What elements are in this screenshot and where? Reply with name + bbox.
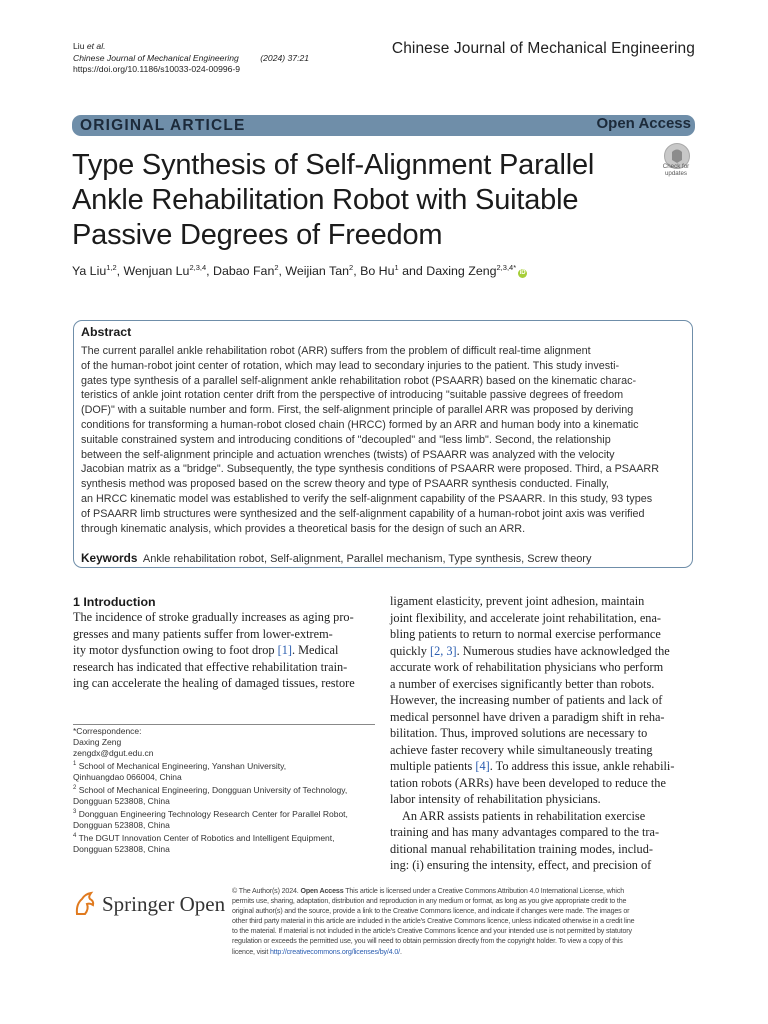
author-list: Ya Liu$^{1,2}$, Wenjuan Lu$^{2,3,4}$, Dabao Fan$^2$, Weijian Tan$^2$, Bo Hu$^1$ and Daxing Zeng$^{2,3,4*}$iD [72,263,526,279]
license-link[interactable]: http://creativecommons.org/licenses/by/4.0/ [269,947,400,956]
body-column-right: ligament elasticity, prevent joint adhesion, maintain joint flexibility, and accelerate joint rehabilitation, ena- bling patients to return to normal exercise performance quickly [2, 3]. Numerous studies have acknowledged the accurate work of rehabilitation physicians who perform a number of exercises significantly better than robots. However, the increasing number of patients and lack of medical personnel have driven a paradigm shift in reha- bilitation. Thus, improved solutions are necessary to achieve faster recovery while simultaneously treating multiple patients [4]. To address this issue, ankle rehabili- tation robots (ARRs) have been developed to reduce the labor intensity of rehabilitation physicians. An ARR assists patients in rehabilitation exercise training and has many advantages compared to the tra- ditional manual rehabilitation training modes, includ- ing: (i) ensuring the intensity, effect, and precision of [390,594,675,872]
author-affiliation: 2 [349,263,354,272]
abstract-text: The current parallel ankle rehabilitation robot (ARR) suffers from the problem of difficult real-time alignment of the human-robot joint center of rotation, which may lead to secondary injuries to the patient. This study investi- gates type synthesis of a parallel self-alignment ankle rehabilitation robot (PSAARR) based on the kinematic charac- teristics of ankle joint rotation center drift from the perspective of introducing "suitable passive degrees of freedom (DOF)" with a suitable number and form. First, the self-alignment principle of parallel ARR was proposed by deriving conditions for transforming a human-robot closed chain (HRCC) formed by an ARR and human body into a kinematic suitable constrained system and introducing conditions of "decoupled" and "less limb". Second, the relationship between the self-alignment principle and actuation wrenches (twists) of PSAARR was analyzed with the velocity Jacobian matrix as a "bridge". Subsequently, the type synthesis conditions of PSAARR were proposed. Third, a PSAARR synthesis method was proposed based on the screw theory and type of PSAARR synthesis conducted. Finally, an HRCC kinematic model was established to verify the self-alignment capability of the PSAARR. In this study, 93 types of PSAARR limb structures were synthesized and the self-alignment capability of a human-robot joint axis was verified through kinematic analysis, which provides a theoretical basis for the design of such an ARR. [81,345,659,535]
correspondence-email[interactable]: zengdx@dgut.edu.cn [73,748,154,759]
keywords [81,551,684,565]
publisher-suffix: Open [179,892,226,916]
check-updates-text: Check for updates [662,163,690,177]
correspondence-label: *Correspondence: [73,726,142,736]
author-name: Dabao Fan [213,264,275,279]
license-statement: © The Author(s) 2024. Open Access This article is licensed under a Creative Commons Attribution 4.0 International License, which permits use, sharing, adaptation, distribution and reproduction in any medium or format, as long as you give appropriate credit to the original author(s) and the source, provide a link to the Creative Commons licence, and indicate if changes were made. The images or other third party material in this article are included in the article’s Creative Commons licence, unless indicated otherwise in a credit line to the material. If material is not included in the article’s Creative Commons licence and your intended use is not permitted by statutory regulation or exceeds the permitted use, you will need to obtain permission directly from the copyright holder. To view a copy of this licence, visit http://creativecommons.org/licenses/by/4.0/. [232,887,635,956]
journal-name: Chinese Journal of Mechanical Engineering [391,40,695,57]
body-column-left: The incidence of stroke gradually increases as aging pro- gresses and many patients suffer from lower-extrem- ity motor dysfunction owing to foot drop [1]. Medical research has indicated that effective rehabilitation train- ing can accelerate the healing of damaged tissues, restore [73,610,355,690]
abstract-heading: Abstract [81,325,132,339]
header-volume: (2024) 37:21 [260,52,310,63]
springer-open-logo [73,888,226,922]
author-affiliation: 2,3,4 [189,263,207,272]
orcid-icon[interactable]: iD [519,270,526,277]
footnote-divider [73,724,375,725]
author-name: Wenjuan Lu [123,264,190,279]
correspondence-name: Daxing Zeng [73,737,122,748]
citation-link[interactable]: [1] [277,643,292,657]
author-name: Daxing Zeng [426,264,497,279]
check-for-updates-badge[interactable] [657,141,695,179]
running-header [73,41,309,76]
keywords-list: Ankle rehabilitation robot, Self-alignment, Parallel mechanism, Type synthesis, Screw theory [142,553,592,565]
article-title: Type Synthesis of Self-Alignment Parallel Ankle Rehabilitation Robot with Suitable Passive Degrees of Freedom [72,149,595,251]
author-affiliation: 2,3,4* [496,263,517,272]
keywords-label: Keywords [81,551,138,565]
footnotes: *Correspondence: Daxing Zeng zengdx@dgut.edu.cn $^1$ School of Mechanical Engineering, Yanshan University, Qinhuangdao 066004, China $^2$ School of Mechanical Engineering, Dongguan University of Technology, Dongguan 523808, China $^3$ Dongguan Engineering Technology Research Center for Parallel Robot, Dongguan 523808, China $^4$ The DGUT Innovation Center of Robotics and Intelligent Equipment, Dongguan 523808, China [73,726,375,855]
article-type: ORIGINAL ARTICLE [80,117,246,134]
section-heading-introduction: 1 Introduction [73,595,156,609]
publisher-name: Springer [102,892,175,916]
author-affiliation: 2 [274,263,279,272]
author-name: Weijian Tan [285,264,350,279]
author-name: Ya Liu [72,264,107,279]
header-et-al: et al. [86,41,106,51]
header-author: Liu [73,41,85,51]
author-affiliation: 1,2 [106,263,117,272]
open-access-label: Open Access [596,115,691,132]
springer-horse-icon [73,890,97,918]
author-name: Bo Hu [360,264,395,279]
header-journal-short: Chinese Journal of Mechanical Engineering [73,52,239,63]
header-doi[interactable]: https://doi.org/10.1186/s10033-024-00996-9 [73,64,241,75]
citation-link[interactable]: [2, 3] [429,643,457,658]
citation-link[interactable]: [4] [475,759,490,773]
author-affiliation: 1 [394,263,399,272]
